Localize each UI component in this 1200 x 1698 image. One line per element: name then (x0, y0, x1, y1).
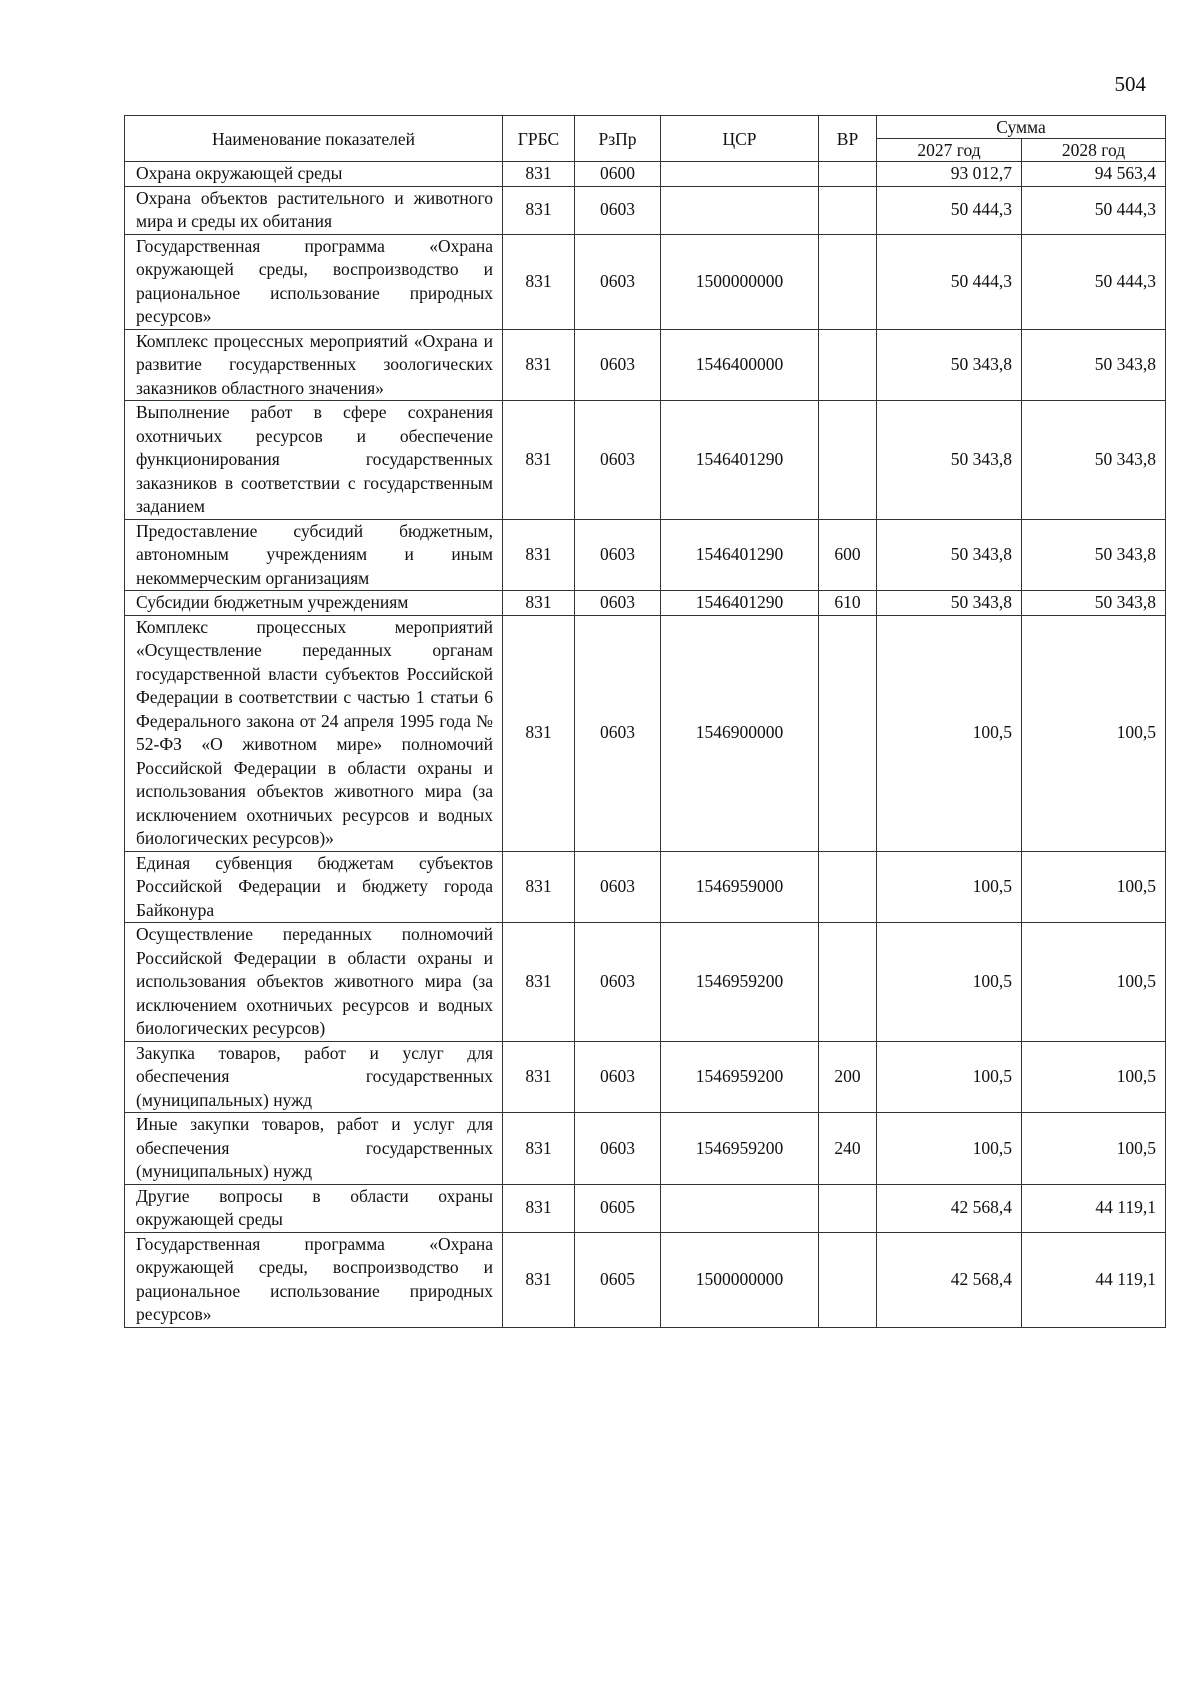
row-sum-2028: 44 119,1 (1022, 1184, 1166, 1232)
header-grbs: ГРБС (503, 116, 575, 162)
row-sum-2028: 50 343,8 (1022, 519, 1166, 591)
row-csr: 1546401290 (661, 401, 819, 520)
row-sum-2027: 100,5 (877, 615, 1022, 851)
row-sum-2027: 50 444,3 (877, 186, 1022, 234)
header-year-2027: 2027 год (877, 139, 1022, 162)
row-name: Комплекс процессных мероприятий «Осуществление переданных органам государственной власти субъектов Российской Федерации в соответствии с частью 1 статьи 6 Федерального закона от 24 апреля 1995 года № 52-ФЗ «О животном мире» полномочий Российской Федерации в области охраны и использования объектов животного мира (за исключением охотничьих ресурсов и водных биологических ресурсов)» (125, 615, 503, 851)
row-name: Закупка товаров, работ и услуг для обеспечения государственных (муниципальных) нужд (125, 1041, 503, 1113)
header-rzpr: РзПр (575, 116, 661, 162)
row-sum-2027: 100,5 (877, 1041, 1022, 1113)
row-vr (819, 615, 877, 851)
table-row (125, 1113, 1166, 1185)
row-vr (819, 401, 877, 520)
row-vr: 610 (819, 591, 877, 616)
row-name: Осуществление переданных полномочий Российской Федерации в области охраны и использования объектов животного мира (за исключением охотничьих ресурсов и водных биологических ресурсов) (125, 923, 503, 1042)
row-grbs: 831 (503, 1184, 575, 1232)
row-sum-2028: 44 119,1 (1022, 1232, 1166, 1327)
row-csr: 1546401290 (661, 591, 819, 616)
row-rzpr: 0603 (575, 615, 661, 851)
header-vr: ВР (819, 116, 877, 162)
row-name: Другие вопросы в области охраны окружающей среды (125, 1184, 503, 1232)
row-name: Охрана окружающей среды (125, 162, 503, 187)
table-row (125, 1184, 1166, 1232)
table-row (125, 615, 1166, 851)
page-number: 504 (1114, 72, 1146, 96)
row-sum-2028: 50 343,8 (1022, 401, 1166, 520)
row-name: Комплекс процессных мероприятий «Охрана и развитие государственных зоологических заказников областного значения» (125, 329, 503, 401)
row-name: Охрана объектов растительного и животного мира и среды их обитания (125, 186, 503, 234)
row-csr: 1546401290 (661, 519, 819, 591)
row-grbs: 831 (503, 401, 575, 520)
row-sum-2027: 100,5 (877, 923, 1022, 1042)
row-sum-2028: 50 444,3 (1022, 234, 1166, 329)
row-rzpr: 0603 (575, 851, 661, 923)
row-sum-2028: 100,5 (1022, 1113, 1166, 1185)
row-csr: 1500000000 (661, 234, 819, 329)
row-csr (661, 186, 819, 234)
row-grbs: 831 (503, 615, 575, 851)
row-rzpr: 0603 (575, 519, 661, 591)
row-sum-2028: 100,5 (1022, 923, 1166, 1042)
table-row (125, 329, 1166, 401)
row-sum-2027: 100,5 (877, 1113, 1022, 1185)
row-rzpr: 0603 (575, 923, 661, 1042)
row-grbs: 831 (503, 1113, 575, 1185)
table-header (125, 116, 1166, 162)
row-name: Субсидии бюджетным учреждениям (125, 591, 503, 616)
row-csr: 1546959200 (661, 1113, 819, 1185)
row-name: Выполнение работ в сфере сохранения охотничьих ресурсов и обеспечение функционирования государственных заказников в соответствии с государственным заданием (125, 401, 503, 520)
table-row (125, 591, 1166, 616)
row-sum-2028: 94 563,4 (1022, 162, 1166, 187)
table-row (125, 234, 1166, 329)
table-row (125, 162, 1166, 187)
row-rzpr: 0603 (575, 591, 661, 616)
row-vr (819, 329, 877, 401)
row-rzpr: 0603 (575, 329, 661, 401)
row-sum-2027: 50 343,8 (877, 519, 1022, 591)
table-row (125, 186, 1166, 234)
row-sum-2027: 50 444,3 (877, 234, 1022, 329)
row-sum-2027: 50 343,8 (877, 401, 1022, 520)
row-sum-2028: 100,5 (1022, 1041, 1166, 1113)
row-grbs: 831 (503, 519, 575, 591)
header-name: Наименование показателей (125, 116, 503, 162)
row-rzpr: 0605 (575, 1184, 661, 1232)
header-csr: ЦСР (661, 116, 819, 162)
row-vr (819, 1232, 877, 1327)
row-grbs: 831 (503, 591, 575, 616)
table-row (125, 519, 1166, 591)
row-name: Единая субвенция бюджетам субъектов Российской Федерации и бюджету города Байконура (125, 851, 503, 923)
row-csr (661, 1184, 819, 1232)
row-csr (661, 162, 819, 187)
row-grbs: 831 (503, 923, 575, 1042)
row-csr: 1546959200 (661, 923, 819, 1042)
row-vr: 240 (819, 1113, 877, 1185)
table-row (125, 851, 1166, 923)
row-sum-2027: 42 568,4 (877, 1232, 1022, 1327)
row-csr: 1546959000 (661, 851, 819, 923)
header-sum: Сумма (877, 116, 1166, 139)
row-grbs: 831 (503, 329, 575, 401)
row-csr: 1546400000 (661, 329, 819, 401)
row-sum-2028: 50 444,3 (1022, 186, 1166, 234)
row-sum-2028: 50 343,8 (1022, 329, 1166, 401)
row-sum-2027: 93 012,7 (877, 162, 1022, 187)
row-rzpr: 0603 (575, 401, 661, 520)
row-sum-2027: 50 343,8 (877, 591, 1022, 616)
row-vr (819, 851, 877, 923)
row-name: Государственная программа «Охрана окружающей среды, воспроизводство и рациональное использование природных ресурсов» (125, 234, 503, 329)
budget-table (124, 115, 1166, 1328)
row-vr (819, 234, 877, 329)
row-grbs: 831 (503, 162, 575, 187)
row-sum-2028: 100,5 (1022, 851, 1166, 923)
row-vr (819, 1184, 877, 1232)
row-vr (819, 162, 877, 187)
row-vr (819, 186, 877, 234)
row-name: Государственная программа «Охрана окружающей среды, воспроизводство и рациональное использование природных ресурсов» (125, 1232, 503, 1327)
table-row (125, 923, 1166, 1042)
row-sum-2028: 100,5 (1022, 615, 1166, 851)
row-vr (819, 923, 877, 1042)
table-row (125, 1232, 1166, 1327)
row-name: Иные закупки товаров, работ и услуг для обеспечения государственных (муниципальных) нужд (125, 1113, 503, 1185)
row-rzpr: 0605 (575, 1232, 661, 1327)
row-sum-2027: 50 343,8 (877, 329, 1022, 401)
row-name: Предоставление субсидий бюджетным, автономным учреждениям и иным некоммерческим организациям (125, 519, 503, 591)
row-csr: 1546900000 (661, 615, 819, 851)
row-rzpr: 0600 (575, 162, 661, 187)
row-rzpr: 0603 (575, 234, 661, 329)
row-sum-2027: 100,5 (877, 851, 1022, 923)
row-grbs: 831 (503, 851, 575, 923)
row-sum-2027: 42 568,4 (877, 1184, 1022, 1232)
row-csr: 1500000000 (661, 1232, 819, 1327)
row-vr: 600 (819, 519, 877, 591)
row-rzpr: 0603 (575, 1113, 661, 1185)
row-grbs: 831 (503, 186, 575, 234)
table-row (125, 401, 1166, 520)
row-rzpr: 0603 (575, 1041, 661, 1113)
header-year-2028: 2028 год (1022, 139, 1166, 162)
row-sum-2028: 50 343,8 (1022, 591, 1166, 616)
table-body (125, 162, 1166, 1328)
row-vr: 200 (819, 1041, 877, 1113)
row-grbs: 831 (503, 234, 575, 329)
row-grbs: 831 (503, 1232, 575, 1327)
table-row (125, 1041, 1166, 1113)
row-rzpr: 0603 (575, 186, 661, 234)
row-grbs: 831 (503, 1041, 575, 1113)
row-csr: 1546959200 (661, 1041, 819, 1113)
